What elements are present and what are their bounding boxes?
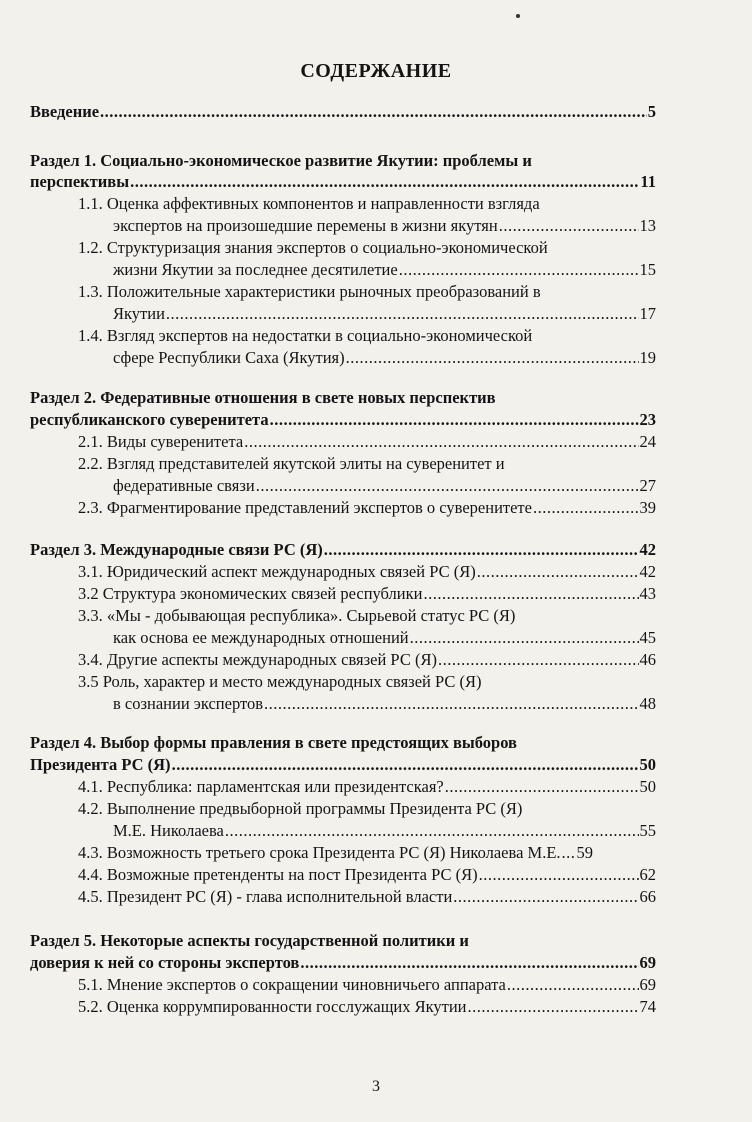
toc-page-number: 19 [639,348,656,367]
toc-entry-intro: Введение ..... 5 [30,100,656,122]
toc-page-number: 69 [639,953,656,972]
toc-section-2-title: Раздел 2. Федеративные отношения в свете новых перспектив [30,388,496,407]
toc-page-number: 43 [639,584,656,603]
toc-entry-1-4-cont: сфере Республики Саха (Якутия) ..... 19 [113,346,656,368]
page-title: СОДЕРЖАНИЕ [300,60,452,82]
toc-section-1-title: Раздел 1. Социально-экономическое развитие Якутии: проблемы и [30,151,532,170]
toc-page-number: 42 [639,540,656,559]
toc-entry-3-5-cont: в сознании экспертов ..... 48 [113,692,656,714]
page-speck [516,14,520,18]
toc-entry-1-1: 1.1. Оценка аффективных компонентов и направленности взгляда [78,194,540,213]
page-number: 3 [372,1078,380,1095]
toc-entry-1-4: 1.4. Взгляд экспертов на недостатки в социально-экономической [78,326,533,345]
toc-section-1-title-cont: перспективы ..... 11 [30,170,656,192]
toc-page-number: 59 [576,843,594,862]
toc-entry-1-3-cont: Якутии ..... 17 [113,302,656,324]
toc-page-number: 55 [639,821,656,840]
toc-page-number: 5 [647,102,656,121]
toc-page-number: 13 [639,216,656,235]
toc-section-4-title: Раздел 4. Выбор формы правления в свете предстоящих выборов [30,733,517,752]
toc-page-number: 45 [639,628,656,647]
toc-entry-4-5: 4.5. Президент РС (Я) - глава исполнительной власти ..... 66 [78,885,656,907]
toc-entry-2-2-cont: федеративные связи ..... 27 [113,474,656,496]
toc-entry-3-3: 3.3. «Мы - добывающая республика». Сырьевой статус РС (Я) [78,606,516,625]
toc-entry-2-1: 2.1. Виды суверенитета ..... 24 [78,430,656,452]
toc-page-number: 27 [639,476,656,495]
toc-entry-1-1-cont: экспертов на произошедшие перемены в жизни якутян ..... 13 [113,214,656,236]
toc-entry-3-2: 3.2 Структура экономических связей республики ..... 43 [78,582,656,604]
toc-entry-4-2-cont: М.Е. Николаева ..... 55 [113,819,656,841]
toc-page-number: 39 [639,498,656,517]
toc-section-5-title: Раздел 5. Некоторые аспекты государственной политики и [30,931,469,950]
toc-page-number: 69 [639,975,656,994]
toc-entry-4-1: 4.1. Республика: парламентская или президентская? ..... 50 [78,775,656,797]
toc-section-2-title-cont: республиканского суверенитета ..... 23 [30,408,656,430]
toc-entry-4-4: 4.4. Возможные претенденты на пост Президента РС (Я) ..... 62 [78,863,656,885]
toc-page-number: 50 [639,755,656,774]
toc-page-number: 42 [639,562,656,581]
toc-section-5-title-cont: доверия к ней со стороны экспертов ..... 69 [30,951,656,973]
toc-page-number: 15 [639,260,656,279]
toc-entry-4-2: 4.2. Выполнение предвыборной программы Президента РС (Я) [78,799,523,818]
toc-entry-3-4: 3.4. Другие аспекты международных связей РС (Я) ..... 46 [78,648,656,670]
toc-entry-1-2-cont: жизни Якутии за последнее десятилетие ..... 15 [113,258,656,280]
toc-section-4-title-cont: Президента РС (Я) ..... 50 [30,753,656,775]
toc-page-number: 11 [640,172,656,191]
toc-section-3-title: Раздел 3. Международные связи РС (Я) ..... 42 [30,538,656,560]
toc-entry-2-3: 2.3. Фрагментирование представлений экспертов о суверенитете ..... 39 [78,496,656,518]
toc-page-number: 23 [639,410,656,429]
toc-page-number: 62 [639,865,656,884]
toc-entry-1-3: 1.3. Положительные характеристики рыночных преобразований в [78,282,541,301]
toc-entry-4-3: 4.3. Возможность третьего срока Президента РС (Я) Николаева М.Е. ..... 59 [78,841,656,863]
toc-entry-3-5: 3.5 Роль, характер и место международных связей РС (Я) [78,672,482,691]
toc-entry-5-2: 5.2. Оценка коррумпированности госслужащих Якутии ..... 74 [78,995,656,1017]
toc-entry-5-1: 5.1. Мнение экспертов о сокращении чиновничьего аппарата ..... 69 [78,973,656,995]
toc-page-number: 24 [639,432,656,451]
toc-entry-1-2: 1.2. Структуризация знания экспертов о социально-экономической [78,238,548,257]
toc-page-number: 50 [639,777,656,796]
toc-page-number: 46 [639,650,656,669]
toc-page-number: 66 [639,887,656,906]
toc-page-number: 48 [639,694,656,713]
toc-entry-3-1: 3.1. Юридический аспект международных связей РС (Я) ..... 42 [78,560,656,582]
toc-page-number: 74 [639,997,656,1016]
toc-entry-3-3-cont: как основа ее международных отношений ..... 45 [113,626,656,648]
toc-entry-2-2: 2.2. Взгляд представителей якутской элиты на суверенитет и [78,454,505,473]
toc-page-number: 17 [639,304,656,323]
